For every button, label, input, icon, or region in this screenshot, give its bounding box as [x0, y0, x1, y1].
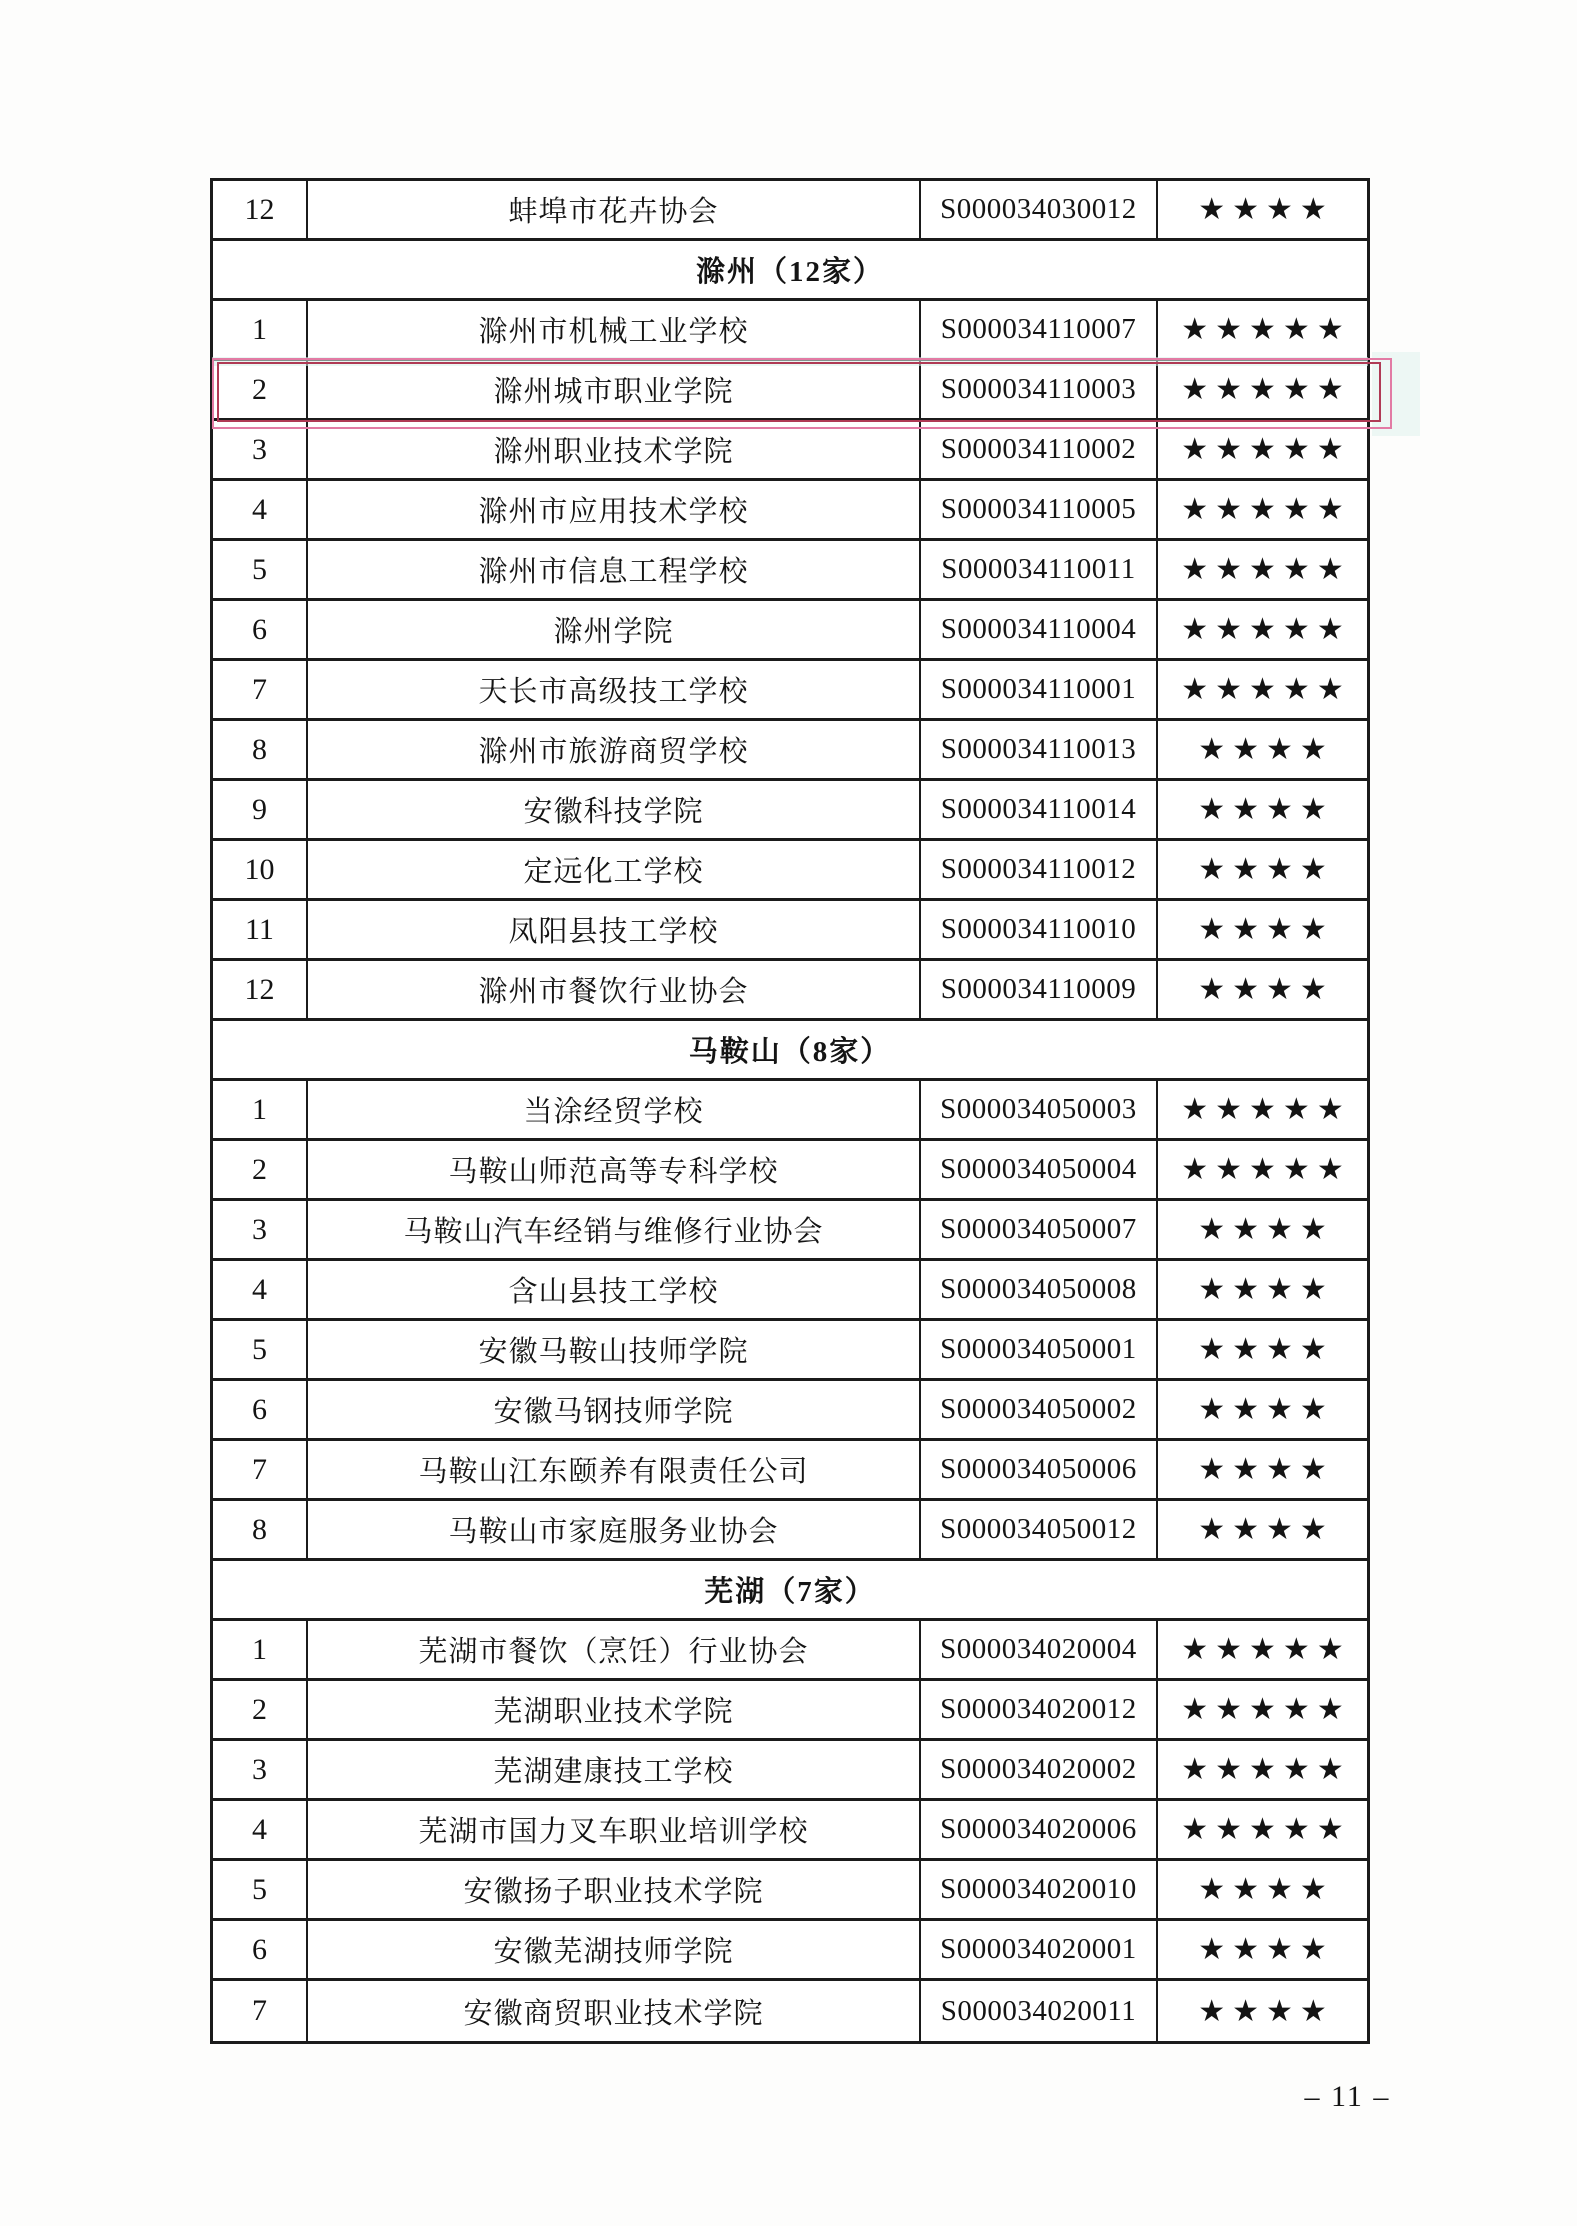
row-number-cell	[213, 1501, 308, 1558]
table-row	[213, 661, 1367, 721]
org-code-cell	[921, 1081, 1158, 1138]
org-code-cell	[921, 1681, 1158, 1738]
org-name: 定远化工学校	[523, 856, 704, 888]
org-name-cell	[308, 361, 921, 418]
row-number-cell	[213, 421, 308, 478]
table-row	[213, 1921, 1367, 1981]
org-code: S000034110013	[940, 733, 1137, 765]
org-name-cell	[308, 1681, 921, 1738]
row-number: 5	[252, 1332, 267, 1366]
org-code-cell	[921, 1261, 1158, 1318]
org-code-cell	[921, 661, 1158, 718]
row-number-cell	[213, 1321, 308, 1378]
row-number-cell	[213, 181, 308, 238]
row-number: 8	[252, 732, 267, 766]
org-name: 安徽科技学院	[523, 796, 704, 828]
star-rating-icon: ★★★★	[1198, 1273, 1334, 1306]
rating-cell	[1158, 1441, 1367, 1498]
row-number-cell	[213, 901, 308, 958]
row-number: 9	[252, 792, 267, 826]
org-code: S000034110014	[940, 793, 1137, 825]
rating-cell	[1158, 661, 1367, 718]
org-name-cell	[308, 1081, 921, 1138]
star-rating-icon: ★★★★★	[1181, 1693, 1351, 1726]
scan-artifact-patch	[1372, 352, 1420, 436]
row-number: 3	[252, 432, 267, 466]
org-name-cell	[308, 1321, 921, 1378]
org-name: 安徽马鞍山技师学院	[478, 1336, 749, 1368]
star-rating-icon: ★★★★★	[1181, 433, 1351, 466]
org-name: 滁州市机械工业学校	[478, 316, 749, 348]
rating-cell	[1158, 1621, 1367, 1678]
table-row	[213, 301, 1367, 361]
org-code: S000034050012	[940, 1513, 1137, 1545]
org-code: S000034050001	[940, 1333, 1137, 1365]
row-number: 12	[244, 192, 275, 226]
row-number: 3	[252, 1752, 267, 1786]
row-number: 10	[244, 852, 275, 886]
org-name-cell	[308, 721, 921, 778]
table-row	[213, 961, 1367, 1021]
org-code-cell	[921, 1441, 1158, 1498]
row-number-cell	[213, 301, 308, 358]
scan-artifact-band	[212, 357, 1368, 366]
org-code: S000034020004	[940, 1633, 1137, 1665]
row-number: 6	[252, 1392, 267, 1426]
org-name-cell	[308, 841, 921, 898]
org-name-cell	[308, 1621, 921, 1678]
org-name-cell	[308, 541, 921, 598]
org-code-cell	[921, 1741, 1158, 1798]
star-rating-icon: ★★★★	[1198, 1393, 1334, 1426]
section-header-row	[213, 241, 1367, 301]
table-row	[213, 481, 1367, 541]
row-number-cell	[213, 1801, 308, 1858]
org-code-cell	[921, 1861, 1158, 1918]
org-code-cell	[921, 421, 1158, 478]
rating-cell	[1158, 1861, 1367, 1918]
org-code-cell	[921, 1501, 1158, 1558]
rating-cell	[1158, 1381, 1367, 1438]
org-code-cell	[921, 481, 1158, 538]
row-number: 4	[252, 1272, 267, 1306]
rating-cell	[1158, 1081, 1367, 1138]
org-code: S000034050007	[940, 1213, 1137, 1245]
org-name: 马鞍山师范高等专科学校	[448, 1156, 779, 1188]
org-code-cell	[921, 361, 1158, 418]
org-code: S000034030012	[940, 193, 1137, 225]
section-header-row	[213, 1561, 1367, 1621]
org-name-cell	[308, 181, 921, 238]
rating-cell	[1158, 181, 1367, 238]
org-code-cell	[921, 601, 1158, 658]
section-header-label: 芜湖（7家）	[704, 1576, 876, 1608]
rating-cell	[1158, 1321, 1367, 1378]
org-name-cell	[308, 481, 921, 538]
table-row	[213, 181, 1367, 241]
row-number-cell	[213, 1981, 308, 2041]
org-name: 滁州市旅游商贸学校	[478, 736, 749, 768]
org-code: S000034020010	[940, 1873, 1137, 1905]
org-name: 马鞍山市家庭服务业协会	[448, 1516, 779, 1548]
rating-cell	[1158, 961, 1367, 1018]
rating-cell	[1158, 901, 1367, 958]
org-code: S000034020002	[940, 1753, 1137, 1785]
org-name-cell	[308, 421, 921, 478]
table-row	[213, 1381, 1367, 1441]
org-name-cell	[308, 1921, 921, 1978]
org-code: S000034020006	[940, 1813, 1137, 1845]
row-number-cell	[213, 1261, 308, 1318]
section-header-row	[213, 1021, 1367, 1081]
org-code-cell	[921, 781, 1158, 838]
row-number: 1	[252, 1632, 267, 1666]
row-number-cell	[213, 1381, 308, 1438]
rating-cell	[1158, 541, 1367, 598]
org-name-cell	[308, 661, 921, 718]
org-code-cell	[921, 841, 1158, 898]
row-number: 7	[252, 1452, 267, 1486]
org-code-cell	[921, 1621, 1158, 1678]
org-name-cell	[308, 601, 921, 658]
row-number: 7	[252, 1994, 267, 2027]
org-name: 芜湖建康技工学校	[493, 1756, 734, 1788]
org-code-cell	[921, 721, 1158, 778]
table-row	[213, 421, 1367, 481]
row-number-cell	[213, 841, 308, 898]
rating-cell	[1158, 721, 1367, 778]
rating-cell	[1158, 1681, 1367, 1738]
org-code: S000034050002	[940, 1393, 1137, 1425]
row-number: 8	[252, 1512, 267, 1546]
star-rating-icon: ★★★★★	[1181, 1633, 1351, 1666]
org-name-cell	[308, 1261, 921, 1318]
org-code-cell	[921, 1141, 1158, 1198]
rating-cell	[1158, 1501, 1367, 1558]
star-rating-icon: ★★★★	[1198, 913, 1334, 946]
rating-cell	[1158, 781, 1367, 838]
table-row	[213, 1981, 1367, 2041]
table-row	[213, 1261, 1367, 1321]
table-row	[213, 1141, 1367, 1201]
table-row	[213, 1441, 1367, 1501]
org-code: S000034020012	[940, 1693, 1137, 1725]
star-rating-icon: ★★★★★	[1181, 1813, 1351, 1846]
rating-cell	[1158, 601, 1367, 658]
org-name: 含山县技工学校	[508, 1276, 719, 1308]
row-number: 11	[245, 912, 274, 946]
org-name: 滁州市信息工程学校	[478, 556, 749, 588]
org-name: 马鞍山江东颐养有限责任公司	[418, 1456, 809, 1488]
star-rating-icon: ★★★★	[1198, 973, 1334, 1006]
org-code: S000034110004	[940, 613, 1137, 645]
row-number: 2	[252, 1152, 267, 1186]
org-name-cell	[308, 1201, 921, 1258]
row-number-cell	[213, 541, 308, 598]
org-name: 天长市高级技工学校	[478, 676, 749, 708]
org-name-cell	[308, 961, 921, 1018]
org-name: 滁州市餐饮行业协会	[478, 976, 749, 1008]
page-number: – 11 –	[1304, 2080, 1391, 2113]
row-number-cell	[213, 1201, 308, 1258]
org-code: S000034110005	[940, 493, 1137, 525]
table-row	[213, 601, 1367, 661]
star-rating-icon: ★★★★	[1198, 1213, 1334, 1246]
org-name-cell	[308, 1861, 921, 1918]
star-rating-icon: ★★★★	[1198, 1513, 1334, 1546]
org-code: S000034110003	[940, 373, 1137, 405]
row-number-cell	[213, 601, 308, 658]
table-row	[213, 781, 1367, 841]
org-code-cell	[921, 181, 1158, 238]
org-name-cell	[308, 301, 921, 358]
org-code-cell	[921, 1801, 1158, 1858]
org-code: S000034050004	[940, 1153, 1137, 1185]
org-name: 凤阳县技工学校	[508, 916, 719, 948]
org-code: S000034050008	[940, 1273, 1137, 1305]
table-row	[213, 1741, 1367, 1801]
table-row	[213, 841, 1367, 901]
table-row	[213, 1321, 1367, 1381]
star-rating-icon: ★★★★★	[1181, 1153, 1351, 1186]
org-name: 滁州市应用技术学校	[478, 496, 749, 528]
row-number-cell	[213, 361, 308, 418]
section-header-label: 滁州（12家）	[695, 256, 884, 288]
table-row	[213, 541, 1367, 601]
row-number-cell	[213, 1141, 308, 1198]
table-row	[213, 1861, 1367, 1921]
org-name: 滁州城市职业学院	[493, 376, 734, 408]
table-row	[213, 1501, 1367, 1561]
org-code: S000034020001	[940, 1933, 1137, 1965]
row-number-cell	[213, 1741, 308, 1798]
section-header-label: 马鞍山（8家）	[688, 1036, 892, 1068]
org-name-cell	[308, 1741, 921, 1798]
star-rating-icon: ★★★★	[1198, 793, 1334, 826]
rating-cell	[1158, 481, 1367, 538]
row-number: 1	[252, 312, 267, 346]
org-name-cell	[308, 1381, 921, 1438]
star-rating-icon: ★★★★★	[1181, 1093, 1351, 1126]
rating-cell	[1158, 1921, 1367, 1978]
org-name: 滁州学院	[553, 616, 674, 648]
org-code: S000034020011	[940, 1994, 1137, 2027]
org-name-cell	[308, 1441, 921, 1498]
row-number: 7	[252, 672, 267, 706]
rating-cell	[1158, 1141, 1367, 1198]
star-rating-icon: ★★★★★	[1181, 1753, 1351, 1786]
table-row	[213, 1081, 1367, 1141]
row-number: 6	[252, 1932, 267, 1966]
star-rating-icon: ★★★★★	[1181, 613, 1351, 646]
row-number-cell	[213, 781, 308, 838]
org-name: 滁州职业技术学院	[493, 436, 734, 468]
rating-cell	[1158, 1261, 1367, 1318]
star-rating-icon: ★★★★	[1198, 1933, 1334, 1966]
star-rating-icon: ★★★★	[1198, 1873, 1334, 1906]
rating-cell	[1158, 421, 1367, 478]
org-code: S000034050003	[940, 1093, 1137, 1125]
row-number-cell	[213, 1861, 308, 1918]
org-code-cell	[921, 901, 1158, 958]
rating-cell	[1158, 301, 1367, 358]
org-code-cell	[921, 1201, 1158, 1258]
row-number: 12	[244, 972, 275, 1006]
row-number: 2	[252, 372, 267, 406]
org-name: 安徽商贸职业技术学院	[463, 1997, 764, 2030]
row-number: 6	[252, 612, 267, 646]
table-row	[213, 1201, 1367, 1261]
org-code: S000034110002	[940, 433, 1137, 465]
org-code: S000034110009	[940, 973, 1137, 1005]
rating-cell	[1158, 1981, 1367, 2041]
row-number: 2	[252, 1692, 267, 1726]
org-code: S000034110007	[940, 313, 1137, 345]
row-number: 1	[252, 1092, 267, 1126]
row-number: 4	[252, 1812, 267, 1846]
row-number: 5	[252, 552, 267, 586]
org-code: S000034110012	[940, 853, 1137, 885]
org-code-cell	[921, 1981, 1158, 2041]
org-name-cell	[308, 901, 921, 958]
star-rating-icon: ★★★★	[1198, 1453, 1334, 1486]
org-code: S000034110011	[941, 553, 1136, 585]
org-name: 芜湖职业技术学院	[493, 1696, 734, 1728]
rating-cell	[1158, 361, 1367, 418]
row-number-cell	[213, 1441, 308, 1498]
rating-cell	[1158, 1741, 1367, 1798]
org-code-cell	[921, 1921, 1158, 1978]
row-number-cell	[213, 721, 308, 778]
table-row	[213, 1621, 1367, 1681]
org-code: S000034110010	[940, 913, 1137, 945]
row-number-cell	[213, 1921, 308, 1978]
org-name: 芜湖市餐饮（烹饪）行业协会	[418, 1636, 809, 1668]
org-code: S000034110001	[940, 673, 1137, 705]
row-number-cell	[213, 961, 308, 1018]
org-name-cell	[308, 1501, 921, 1558]
table-row	[213, 1801, 1367, 1861]
org-name-cell	[308, 1801, 921, 1858]
org-name: 当涂经贸学校	[523, 1096, 704, 1128]
star-rating-icon: ★★★★★	[1181, 553, 1351, 586]
org-name: 芜湖市国力叉车职业培训学校	[418, 1816, 809, 1848]
row-number: 3	[252, 1212, 267, 1246]
star-rating-icon: ★★★★	[1198, 853, 1334, 886]
star-rating-icon: ★★★★	[1198, 1333, 1334, 1366]
star-rating-icon: ★★★★★	[1181, 313, 1351, 346]
star-rating-icon: ★★★★★	[1181, 373, 1351, 406]
star-rating-icon: ★★★★	[1198, 733, 1334, 766]
org-name: 安徽扬子职业技术学院	[463, 1876, 764, 1908]
rating-cell	[1158, 1801, 1367, 1858]
table-row	[213, 361, 1367, 421]
org-code-cell	[921, 1381, 1158, 1438]
rating-cell	[1158, 841, 1367, 898]
table-row	[213, 721, 1367, 781]
row-number-cell	[213, 1081, 308, 1138]
rating-cell	[1158, 1201, 1367, 1258]
org-name-cell	[308, 781, 921, 838]
star-rating-icon: ★★★★	[1198, 1994, 1334, 2028]
row-number-cell	[213, 481, 308, 538]
org-code-cell	[921, 301, 1158, 358]
org-code-cell	[921, 541, 1158, 598]
org-code: S000034050006	[940, 1453, 1137, 1485]
row-number: 5	[252, 1872, 267, 1906]
org-name: 安徽马钢技师学院	[493, 1396, 734, 1428]
row-number: 4	[252, 492, 267, 526]
table-row	[213, 1681, 1367, 1741]
row-number-cell	[213, 1681, 308, 1738]
star-rating-icon: ★★★★★	[1181, 493, 1351, 526]
org-name: 安徽芜湖技师学院	[493, 1936, 734, 1968]
org-code-cell	[921, 1321, 1158, 1378]
star-rating-icon: ★★★★	[1198, 193, 1334, 226]
row-number-cell	[213, 661, 308, 718]
org-name: 蚌埠市花卉协会	[508, 196, 719, 228]
org-name: 马鞍山汽车经销与维修行业协会	[403, 1216, 824, 1248]
org-code-cell	[921, 961, 1158, 1018]
table-row	[213, 901, 1367, 961]
org-name-cell	[308, 1141, 921, 1198]
rating-table	[210, 178, 1370, 2044]
row-number-cell	[213, 1621, 308, 1678]
org-name-cell	[308, 1981, 921, 2041]
star-rating-icon: ★★★★★	[1181, 673, 1351, 706]
